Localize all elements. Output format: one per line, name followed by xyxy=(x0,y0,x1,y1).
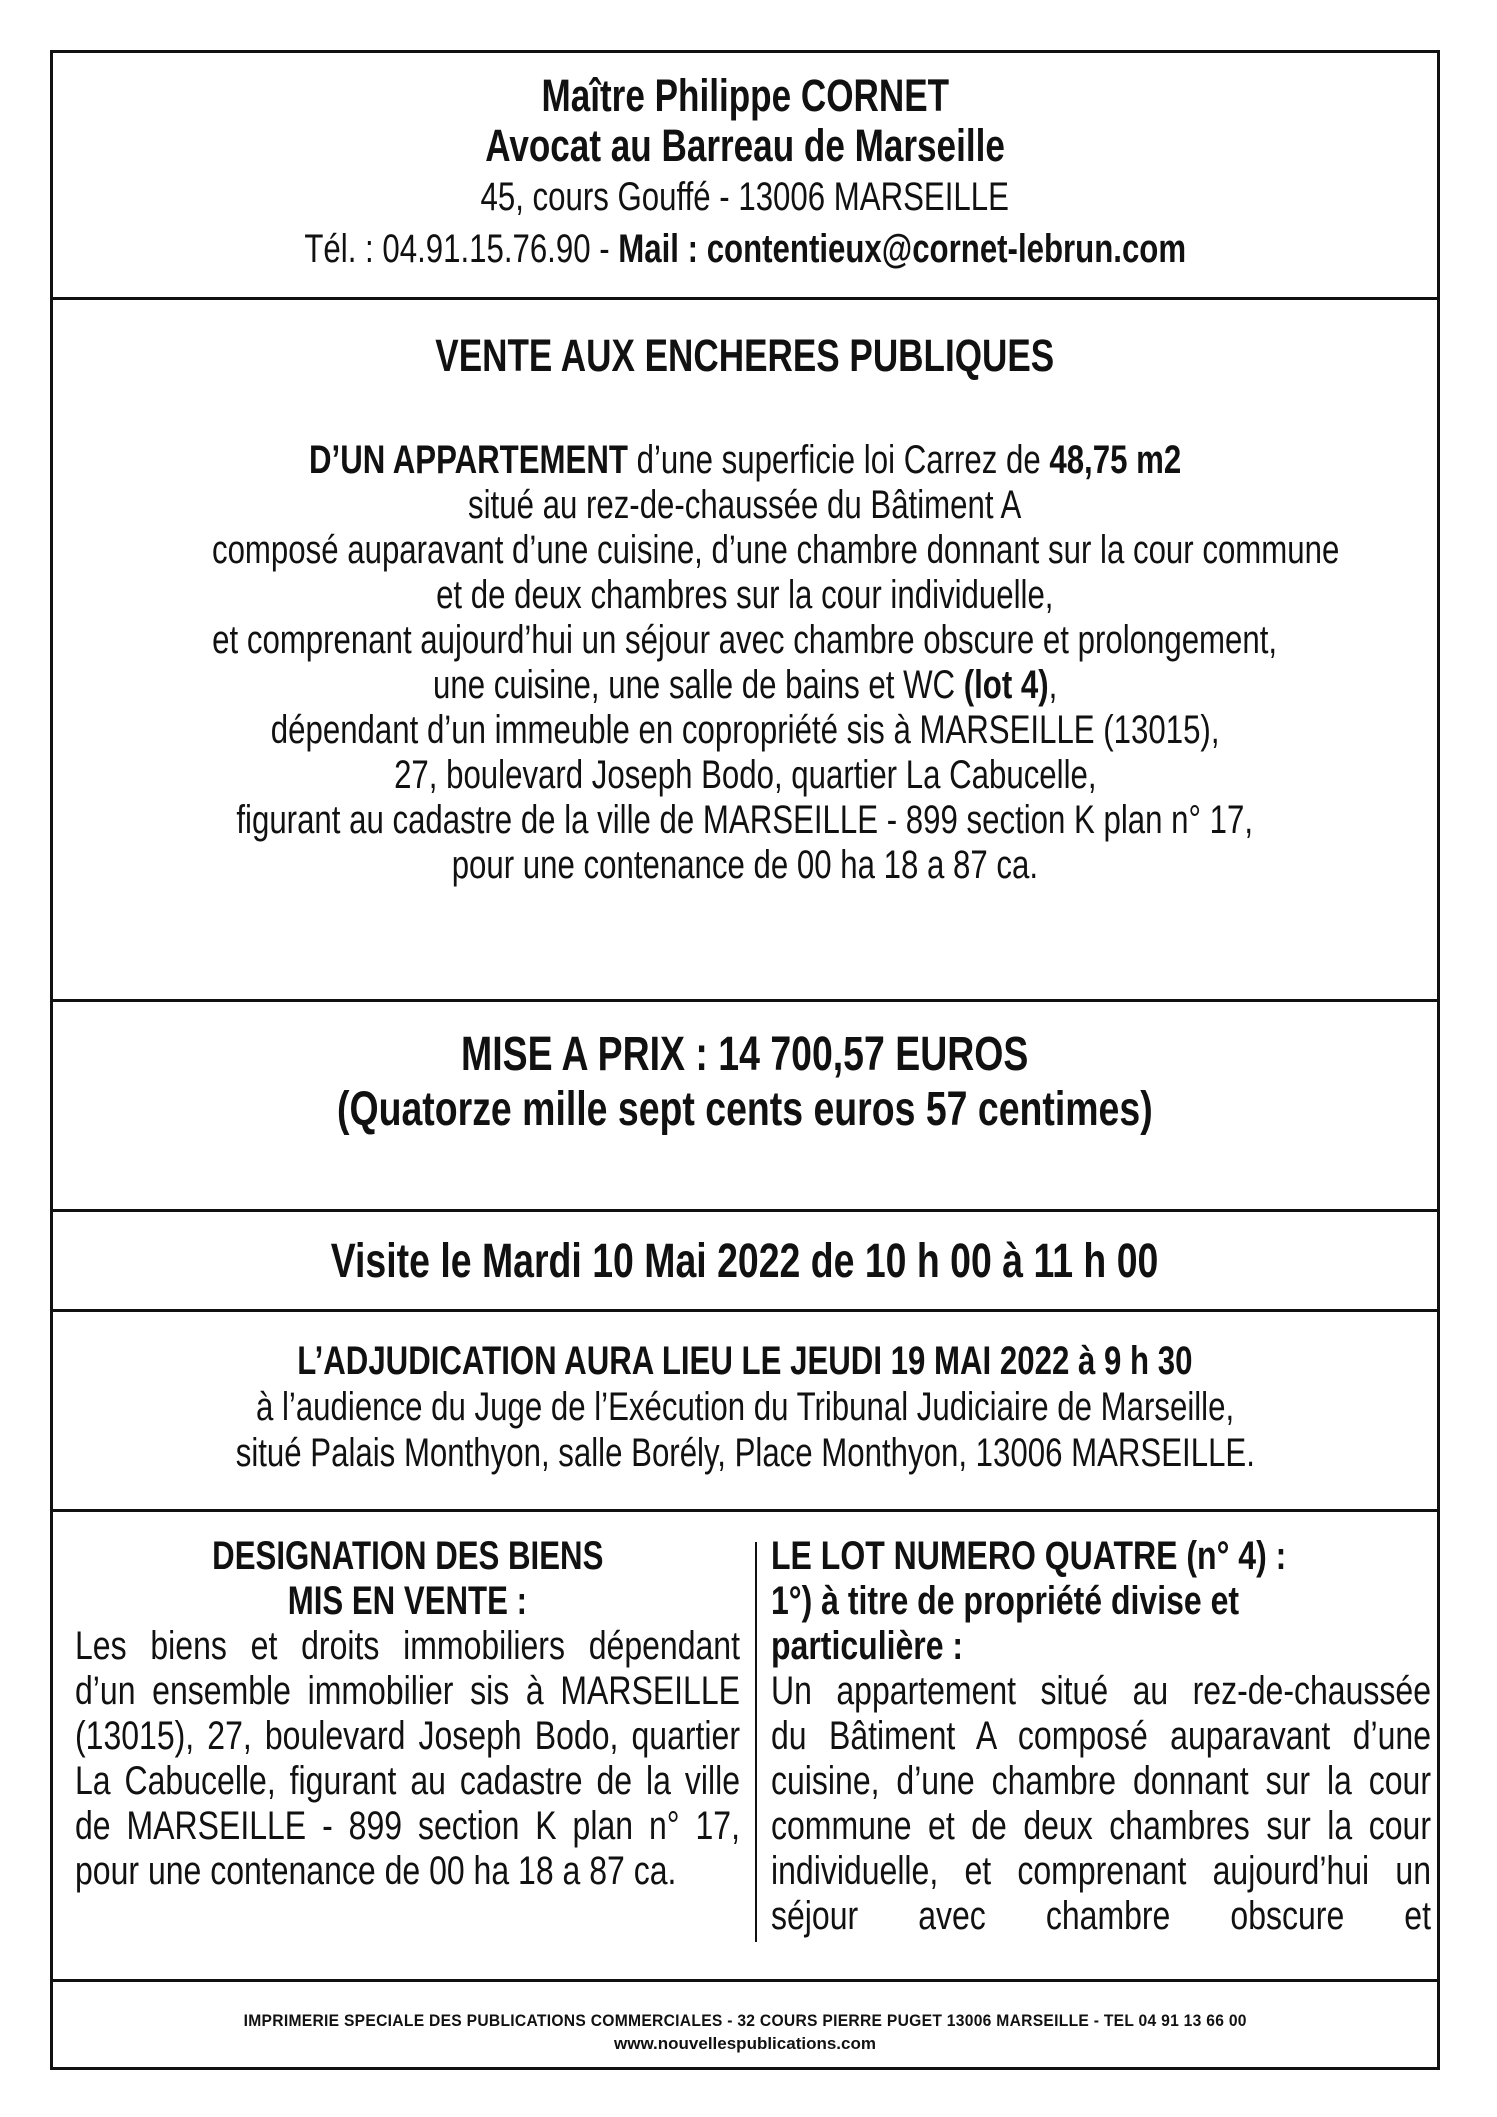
sale-rooms-text: une cuisine, une salle de bains et WC xyxy=(432,663,964,707)
sale-apartment-label: D’UN APPARTEMENT xyxy=(308,438,628,482)
price-amount: MISE A PRIX : 14 700,57 EUROS xyxy=(461,1028,1029,1081)
lawyer-phone: Tél. : 04.91.15.76.90 - xyxy=(304,227,619,271)
lawyer-title: Avocat au Barreau de Marseille xyxy=(485,120,1005,171)
printer-footer xyxy=(53,1982,1437,2067)
property-details xyxy=(53,1512,1437,1982)
lawyer-header xyxy=(53,53,1437,300)
designation-heading-2: MIS EN VENTE : xyxy=(287,1579,528,1623)
sale-line-8: 27, boulevard Joseph Bodo, quartier La Cabucelle, xyxy=(393,753,1097,797)
lot-line: du Bâtiment A composé auparavant d’une xyxy=(771,1714,1431,1758)
lawyer-contact xyxy=(304,223,1186,275)
lot-column xyxy=(771,1534,1431,1939)
designation-line: d’un ensemble immobilier sis à MARSEILLE xyxy=(75,1669,740,1713)
lot-line: cuisine, d’une chambre donnant sur la cour xyxy=(771,1759,1431,1803)
lot-line: séjour avec chambre obscure et xyxy=(771,1894,1431,1938)
legal-notice-frame xyxy=(50,50,1440,2070)
sale-line-3: composé auparavant d’une cuisine, d’une chambre donnant sur la cour commune xyxy=(211,528,1340,572)
sale-surface-value: 48,75 m2 xyxy=(1049,438,1182,482)
sale-description xyxy=(53,300,1437,1002)
adjudication-info xyxy=(53,1312,1437,1512)
lawyer-name: Maître Philippe CORNET xyxy=(541,70,949,121)
visit-date: Visite le Mardi 10 Mai 2022 de 10 h 00 à 11 h 00 xyxy=(331,1235,1159,1288)
designation-heading-1: DESIGNATION DES BIENS xyxy=(211,1534,604,1578)
lot-text xyxy=(771,1534,1431,1939)
lot-heading-1: LE LOT NUMERO QUATRE (n° 4) : xyxy=(771,1534,1287,1578)
price-in-words: (Quatorze mille sept cents euros 57 centimes) xyxy=(337,1083,1153,1136)
sale-line-10: pour une contenance de 00 ha 18 a 87 ca. xyxy=(451,843,1039,887)
designation-line: Les biens et droits immobiliers dépendant xyxy=(75,1624,740,1668)
sale-title: VENTE AUX ENCHERES PUBLIQUES xyxy=(435,330,1055,381)
lawyer-address: 45, cours Gouffé - 13006 MARSEILLE xyxy=(480,175,1010,219)
visit-info xyxy=(53,1212,1437,1312)
lot-line: commune et de deux chambres sur la cour xyxy=(771,1804,1431,1848)
sale-line-1 xyxy=(309,438,1181,483)
sale-line-6 xyxy=(433,663,1057,708)
designation-line: (13015), 27, boulevard Joseph Bodo, quartier xyxy=(75,1714,740,1758)
sale-surface-text: d’une superficie loi Carrez de xyxy=(627,438,1050,482)
sale-line-9: figurant au cadastre de la ville de MARSEILLE - 899 section K plan n° 17, xyxy=(236,798,1254,842)
designation-line: La Cabucelle, figurant au cadastre de la ville xyxy=(75,1759,740,1803)
lot-line: Un appartement situé au rez-de-chaussée xyxy=(771,1669,1431,1713)
designation-line: pour une contenance de 00 ha 18 a 87 ca. xyxy=(75,1849,677,1893)
column-divider xyxy=(755,1542,757,1942)
adjudication-place: situé Palais Monthyon, salle Borély, Place Monthyon, 13006 MARSEILLE. xyxy=(235,1431,1255,1475)
printer-website: www.nouvellespublications.com xyxy=(614,2034,876,2053)
designation-column xyxy=(75,1534,740,1894)
lot-heading-3: particulière : xyxy=(771,1624,964,1668)
starting-price xyxy=(53,1002,1437,1212)
sale-comma: , xyxy=(1048,663,1058,707)
sale-line-2: situé au rez-de-chaussée du Bâtiment A xyxy=(468,483,1022,527)
lot-line: individuelle, et comprenant aujourd’hui un xyxy=(771,1849,1431,1893)
printer-address: IMPRIMERIE SPECIALE DES PUBLICATIONS COMMERCIALES - 32 COURS PIERRE PUGET 13006 MARSEILLE - TEL 04 91 13 66 00 xyxy=(243,2011,1247,2030)
sale-lot-ref: (lot 4) xyxy=(963,663,1049,707)
sale-line-5: et comprenant aujourd’hui un séjour avec chambre obscure et prolongement, xyxy=(212,618,1278,662)
designation-text xyxy=(75,1624,740,1894)
adjudication-title: L’ADJUDICATION AURA LIEU LE JEUDI 19 MAI 2022 à 9 h 30 xyxy=(297,1339,1193,1383)
adjudication-court: à l’audience du Juge de l’Exécution du Tribunal Judiciaire de Marseille, xyxy=(255,1385,1235,1429)
sale-line-7: dépendant d’un immeuble en copropriété sis à MARSEILLE (13015), xyxy=(270,708,1220,752)
lawyer-email: Mail : contentieux@cornet-lebrun.com xyxy=(618,227,1186,271)
sale-line-4: et de deux chambres sur la cour individuelle, xyxy=(436,573,1054,617)
designation-line: de MARSEILLE - 899 section K plan n° 17, xyxy=(75,1804,740,1848)
lot-heading-2: 1°) à titre de propriété divise et xyxy=(771,1579,1240,1623)
